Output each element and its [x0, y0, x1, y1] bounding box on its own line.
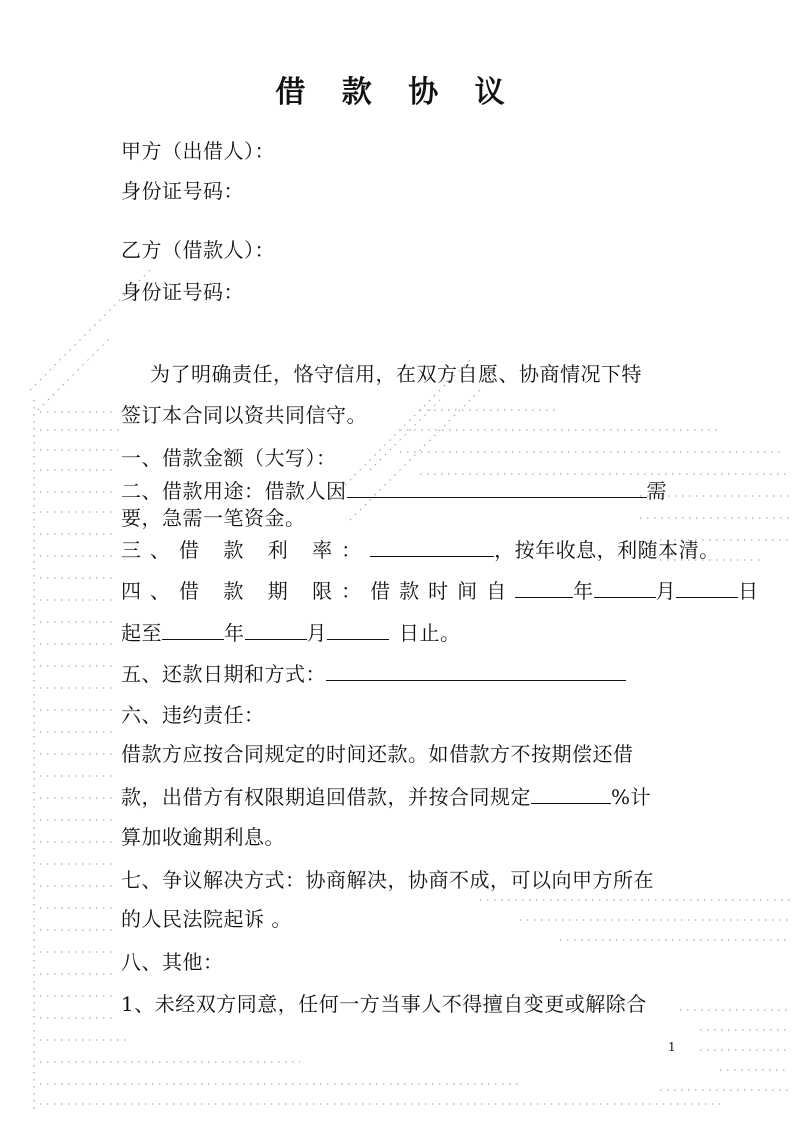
clause-4-term [121, 577, 759, 605]
end-day-label: 日止。 [399, 621, 461, 645]
start-year-label: 年 [573, 579, 594, 603]
clause-1-amount: 一、借款金额（大写）： [121, 446, 337, 470]
clause-5-repayment [121, 660, 626, 688]
clause-6-line-2-text: 款，出借方有权限期追回借款，并按合同规定 [121, 785, 531, 809]
start-month-blank [594, 577, 656, 598]
clause-6-line-2 [121, 783, 651, 811]
clause-2-purpose [121, 477, 667, 505]
rate-blank [370, 536, 494, 557]
end-month-label: 月 [306, 621, 327, 645]
clause-3-rate [121, 536, 720, 564]
page-number: 1 [668, 1040, 676, 1054]
party-b-id-label: 身份证号码： [121, 280, 244, 304]
start-day-blank [676, 577, 738, 598]
clause-4-label: 四、借 款 期 限：借款时间自 [121, 579, 516, 603]
penalty-rate-blank [531, 783, 611, 804]
clause-2-label: 二、借款用途：借款人因 [121, 479, 347, 503]
clause-6-line-3: 算加收逾期利息。 [121, 825, 285, 849]
clause-3-label: 三、借 款 利 率： [121, 538, 371, 562]
end-year-label: 年 [224, 621, 245, 645]
end-month-blank [245, 619, 307, 640]
clause-7-line-1: 七、争议解决方式：协商解决，协商不成，可以向甲方所在 [121, 868, 654, 892]
start-month-label: 月 [655, 579, 677, 603]
end-day-blank [327, 619, 389, 640]
clause-4-end [121, 619, 461, 647]
clause-7-line-2: 的人民法院起诉 。 [121, 907, 292, 931]
intro-line-1: 为了明确责任，恪守信用，在双方自愿、协商情况下特 [150, 362, 642, 386]
clause-5-label: 五、还款日期和方式： [121, 662, 326, 686]
party-a-label: 甲方（出借人）： [121, 139, 275, 163]
clause-6-breach: 六、违约责任： [121, 703, 265, 727]
clause-6-line-2-suffix: %计 [611, 785, 652, 809]
clause-2-continued: 要，急需一笔资金。 [121, 506, 306, 530]
purpose-blank [347, 477, 647, 498]
clause-8-item-1: 1、未经双方同意，任何一方当事人不得擅自变更或解除合 [121, 992, 647, 1016]
end-year-blank [162, 619, 224, 640]
repayment-blank [326, 660, 626, 681]
clause-2-suffix: 需 [646, 479, 667, 503]
clause-3-suffix: ，按年收息，利随本清。 [494, 538, 720, 562]
clause-8-other: 八、其他： [121, 950, 224, 974]
start-year-blank [515, 577, 573, 598]
document-title: 借 款 协 议 [275, 75, 518, 110]
clause-4-end-label: 起至 [121, 621, 162, 645]
clause-6-line-1: 借款方应按合同规定的时间还款。如借款方不按期偿还借 [121, 742, 634, 766]
party-a-id-label: 身份证号码： [121, 179, 244, 203]
start-day-label: 日 [738, 579, 759, 603]
party-b-label: 乙方（借款人）： [121, 238, 275, 262]
intro-line-2: 签订本合同以资共同信守。 [121, 403, 367, 427]
